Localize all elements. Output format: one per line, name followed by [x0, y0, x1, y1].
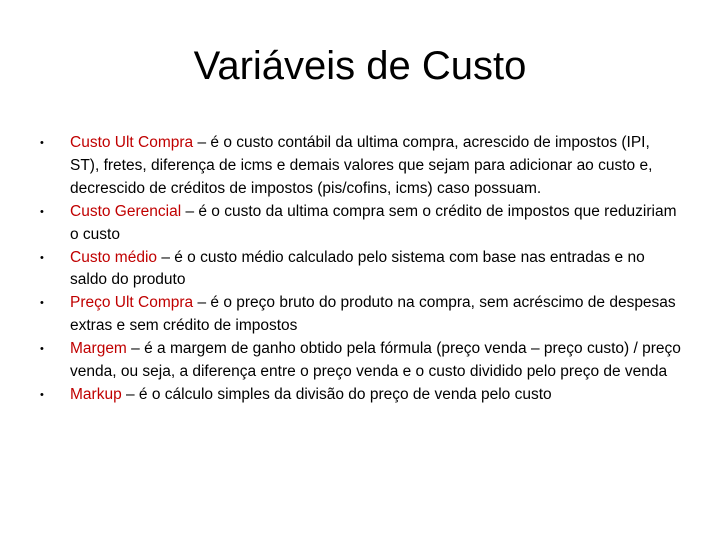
definition-custo-ult-compra: – é o custo contábil da ultima compra, acrescido de impostos (IPI, ST), fretes, diferença de icms e demais valores que sejam para adicionar ao custo e, decrescido de créditos de impostos (pis/cofins, icms) caso possuam. [70, 134, 653, 197]
term-custo-gerencial: Custo Gerencial [70, 202, 182, 220]
term-markup: Markup [70, 385, 122, 403]
bullet-item-markup [40, 384, 682, 407]
bullet-icon: • [40, 343, 44, 356]
bullet-item-custo-gerencial [40, 201, 682, 247]
definition-markup: – é o cálculo simples da divisão do preço de venda pelo custo [121, 385, 552, 403]
bullet-icon: • [40, 388, 44, 401]
term-custo-medio: Custo médio [70, 248, 158, 266]
bullet-item-custo-medio [40, 247, 682, 293]
term-preco-ult-compra: Preço Ult Compra [70, 294, 194, 312]
slide-title: Variáveis de Custo [193, 44, 527, 88]
definition-preco-ult-compra: – é o preço bruto do produto na compra, sem acréscimo de despesas extras e sem crédito de impostos [70, 294, 676, 335]
bullet-item-custo-ult-compra [40, 132, 682, 201]
bullet-icon: • [40, 251, 44, 264]
term-custo-ult-compra: Custo Ult Compra [70, 134, 194, 151]
term-margem: Margem [70, 340, 127, 358]
bullet-icon: • [40, 205, 44, 218]
bullet-list [40, 132, 682, 407]
bullet-icon: • [40, 137, 44, 149]
definition-custo-medio: – é o custo médio calculado pelo sistema com base nas entradas e no saldo do produto [70, 248, 645, 289]
bullet-item-margem [40, 338, 682, 384]
definition-custo-gerencial: – é o custo da ultima compra sem o crédito de impostos que reduziriam o custo [70, 202, 677, 243]
bullet-icon: • [40, 297, 44, 310]
definition-margem: – é a margem de ganho obtido pela fórmula (preço venda – preço custo) / preço venda, ou seja, a diferença entre o preço venda e o custo dividido pelo preço de venda [70, 340, 681, 381]
bullet-item-preco-ult-compra [40, 292, 682, 338]
